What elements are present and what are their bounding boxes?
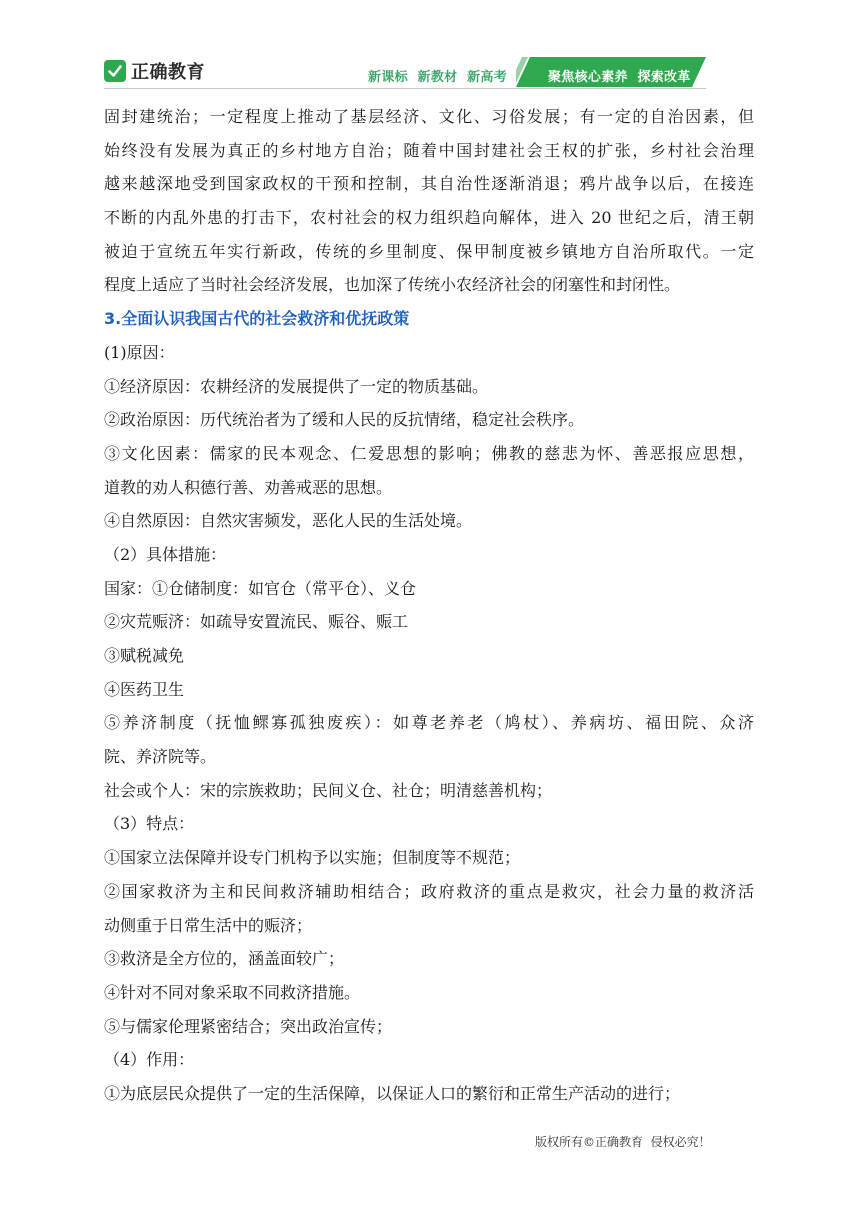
subheading-effects: （4）作用： [104, 1050, 195, 1070]
paragraph-line: 始终没有发展为真正的乡村地方自治；随着中国封建社会王权的扩张，乡村社会治理 [104, 140, 754, 160]
list-item: ②灾荒赈济：如疏导安置流民、赈谷、赈工 [104, 612, 409, 632]
copyright-footer: 版权所有©正确教育 侵权必究！ [535, 1135, 711, 1149]
list-item: ②政治原因：历代统治者为了缓和人民的反抗情绪，稳定社会秩序。 [104, 410, 585, 430]
checkmark-icon [104, 60, 126, 82]
list-item: ④针对不同对象采取不同救济措施。 [104, 982, 361, 1002]
list-item: ①为底层民众提供了一定的生活保障，以保证人口的繁衍和正常生产活动的进行； [104, 1083, 681, 1103]
list-item: ①经济原因：农耕经济的发展提供了一定的物质基础。 [104, 376, 489, 396]
subheading-features: （3）特点： [104, 814, 195, 834]
paragraph-line: 越来越深地受到国家政权的干预和控制，其自治性逐渐消退；鸦片战争以后，在接连 [104, 174, 754, 194]
list-item: ⑤养济制度（抚恤鳏寡孤独废疾）：如尊老养老（鸠杖）、养病坊、福田院、众济 [104, 713, 754, 733]
list-item: ②国家救济为主和民间救济辅助相结合；政府救济的重点是救灾，社会力量的救济活 [104, 881, 754, 901]
subheading-measures: （2）具体措施： [104, 544, 227, 564]
paragraph-line: 被迫于宣统五年实行新政，传统的乡里制度、保甲制度被乡镇地方自治所取代。一定 [104, 241, 754, 261]
list-item: ①国家立法保障并设专门机构予以实施；但制度等不规范； [104, 848, 521, 868]
list-item-continued: 道教的劝人积德行善、劝善戒恶的思想。 [104, 477, 393, 497]
paragraph-line: 固封建统治；一定程度上推动了基层经济、文化、习俗发展；有一定的自治因素，但 [104, 107, 754, 126]
logo-text: 正确教育 [131, 62, 205, 83]
list-item: ③赋税减免 [104, 646, 185, 665]
list-item: ③文化因素：儒家的民本观念、仁爱思想的影响；佛教的慈悲为怀、善恶报应思想， [104, 443, 754, 463]
list-item: ⑤与儒家伦理紧密结合；突出政治宣传； [104, 1016, 393, 1036]
list-item: 社会或个人：宋的宗族救助；民间义仓、社仓；明清慈善机构； [104, 780, 553, 800]
list-item: 国家：①仓储制度：如官仓（常平仓）、义仓 [104, 578, 417, 598]
list-item: ③救济是全方位的，涵盖面较广； [104, 949, 345, 969]
subheading-causes: (1)原因： [104, 342, 175, 362]
paragraph-line: 不断的内乱外患的打击下，农村社会的权力组织趋向解体，进入 20 世纪之后，清王朝 [104, 208, 754, 228]
list-item: ④医药卫生 [104, 679, 185, 699]
page-header [0, 0, 860, 100]
header-divider [104, 88, 706, 89]
list-item-continued: 院、养济院等。 [104, 747, 217, 767]
slogan-left: 新课标 新教材 新高考 [368, 70, 508, 85]
list-item-continued: 动侧重于日常生活中的赈济； [104, 915, 313, 935]
paragraph-line: 程度上适应了当时社会经济发展，也加深了传统小农经济社会的闭塞性和封闭性。 [104, 275, 681, 295]
document-body [104, 100, 754, 1111]
slogan-right: 聚焦核心素养 探索改革 [548, 70, 691, 85]
list-item: ④自然原因：自然灾害频发，恶化人民的生活处境。 [104, 511, 473, 531]
brand-logo [104, 58, 205, 84]
section-heading: 3.全面认识我国古代的社会救济和优抚政策 [104, 309, 410, 329]
